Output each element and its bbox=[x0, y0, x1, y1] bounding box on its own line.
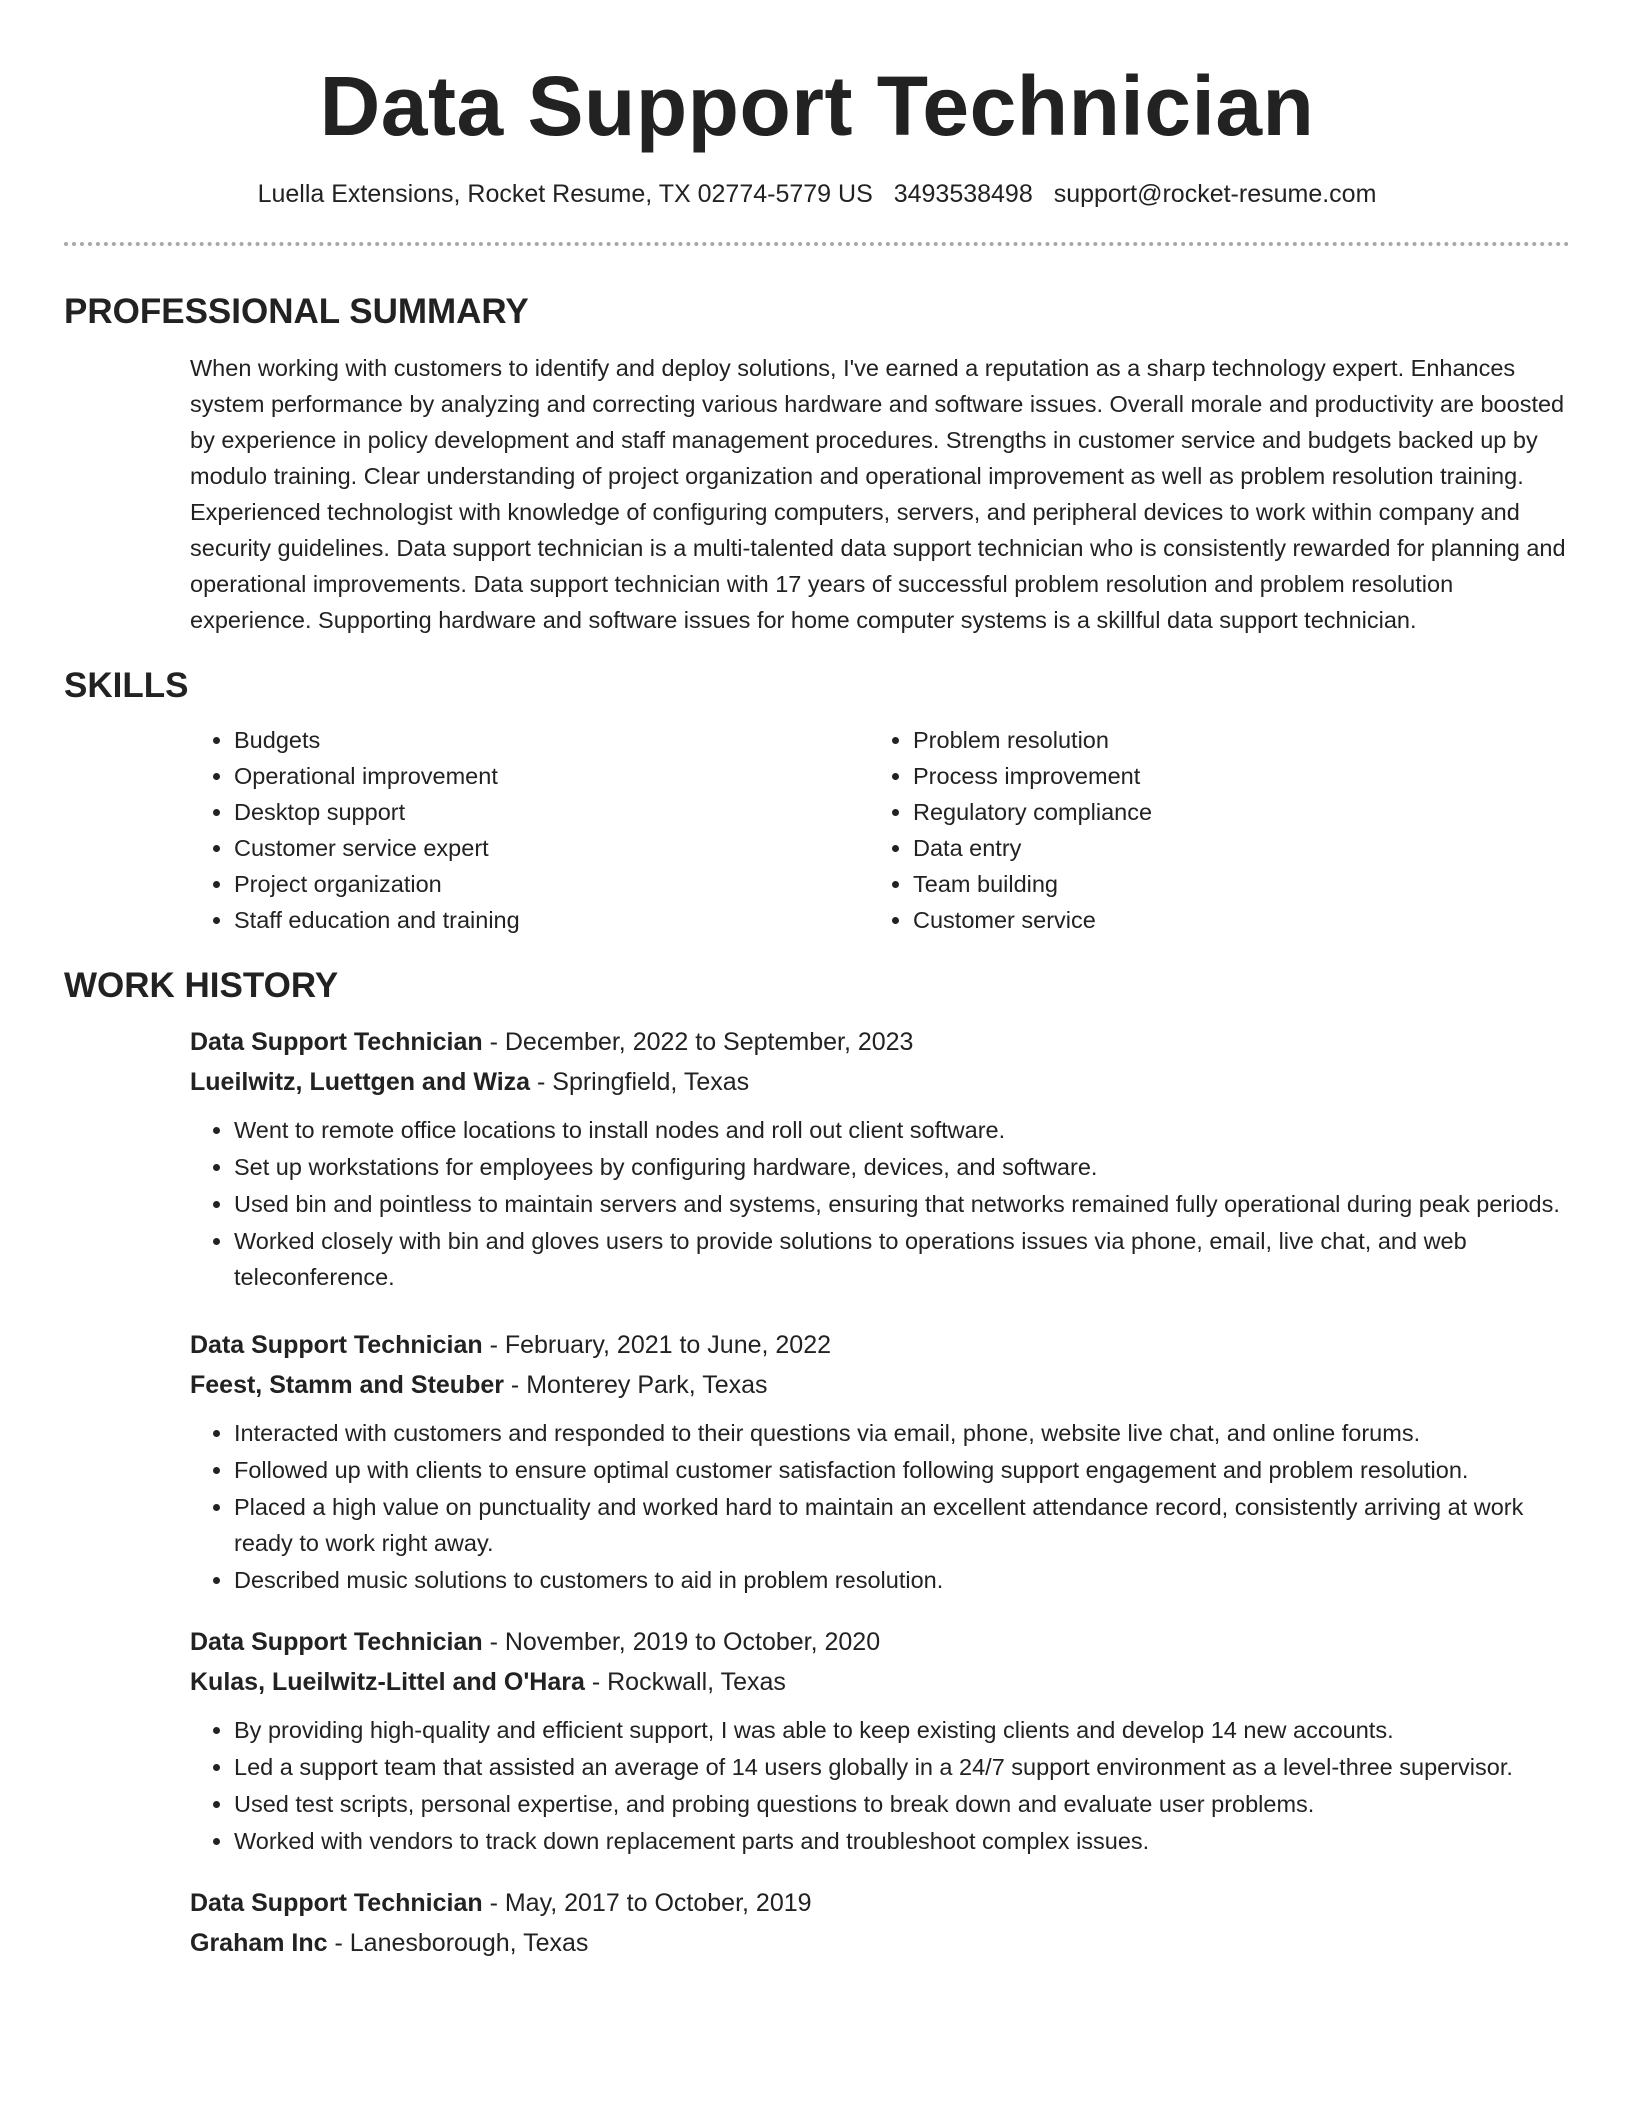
contact-address: Luella Extensions, Rocket Resume, TX 02774-5779 US bbox=[257, 180, 873, 208]
job-company: Feest, Stamm and Steuber bbox=[190, 1371, 504, 1399]
skill-item: • Project organization bbox=[234, 866, 869, 902]
skill-item: • Data entry bbox=[913, 830, 1548, 866]
skill-item: • Staff education and training bbox=[234, 902, 869, 938]
job-title-line bbox=[190, 1622, 1570, 1662]
contact-email: support@rocket-resume.com bbox=[1053, 180, 1377, 208]
job-dates: - May, 2017 to October, 2019 bbox=[482, 1889, 812, 1917]
job-company: Kulas, Lueilwitz-Littel and O'Hara bbox=[190, 1668, 585, 1696]
work-history-heading: WORK HISTORY bbox=[64, 966, 339, 1005]
skills-heading: SKILLS bbox=[64, 666, 189, 705]
job-bullet: • Worked with vendors to track down replacement parts and troubleshoot complex issues. bbox=[234, 1823, 1570, 1859]
candidate-name: Data Support Technician bbox=[319, 59, 1315, 153]
job-entry bbox=[190, 1022, 1570, 1295]
job-company-line bbox=[190, 1062, 1570, 1102]
job-bullet: • By providing high-quality and efficient support, I was able to keep existing clients and develop 14 new accounts. bbox=[234, 1712, 1570, 1748]
job-dates: - February, 2021 to June, 2022 bbox=[482, 1331, 832, 1359]
job-title: Data Support Technician bbox=[190, 1889, 483, 1917]
job-title: Data Support Technician bbox=[190, 1628, 483, 1656]
job-bullet: • Went to remote office locations to install nodes and roll out client software. bbox=[234, 1112, 1570, 1148]
job-bullet: • Described music solutions to customers to aid in problem resolution. bbox=[234, 1562, 1570, 1598]
header-divider bbox=[64, 242, 1570, 246]
job-location: - Monterey Park, Texas bbox=[503, 1371, 768, 1399]
job-bullet: • Used test scripts, personal expertise, and probing questions to break down and evaluate user problems. bbox=[234, 1786, 1570, 1822]
job-location: - Rockwall, Texas bbox=[584, 1668, 786, 1696]
job-bullets bbox=[190, 1712, 1570, 1859]
skill-item: • Customer service expert bbox=[234, 830, 869, 866]
contact-phone: 3493538498 bbox=[893, 180, 1033, 208]
job-title: Data Support Technician bbox=[190, 1331, 483, 1359]
job-bullet: • Set up workstations for employees by configuring hardware, devices, and software. bbox=[234, 1149, 1570, 1185]
skill-item: • Process improvement bbox=[913, 758, 1548, 794]
skills-list bbox=[190, 722, 1570, 938]
job-bullet: • Used bin and pointless to maintain servers and systems, ensuring that networks remained fully operational during peak periods. bbox=[234, 1186, 1570, 1222]
skills-column-left bbox=[190, 722, 869, 938]
job-bullet: • Followed up with clients to ensure optimal customer satisfaction following support engagement and problem resolution. bbox=[234, 1452, 1570, 1488]
contact-info bbox=[64, 178, 1570, 210]
job-title-line bbox=[190, 1883, 1570, 1923]
job-entry bbox=[190, 1622, 1570, 1859]
skills-column-right bbox=[869, 722, 1548, 938]
job-title-line bbox=[190, 1325, 1570, 1365]
skill-item: • Problem resolution bbox=[913, 722, 1548, 758]
job-bullet: • Worked closely with bin and gloves users to provide solutions to operations issues via phone, email, live chat, and web teleconference. bbox=[234, 1223, 1570, 1295]
job-company-line bbox=[190, 1365, 1570, 1405]
job-entry bbox=[190, 1325, 1570, 1598]
job-bullets bbox=[190, 1415, 1570, 1598]
job-company: Lueilwitz, Luettgen and Wiza bbox=[190, 1068, 531, 1096]
summary-text: When working with customers to identify and deploy solutions, I've earned a reputation as a sharp technology expert. Enhances system performance by analyzing and correcting various hardware and software issues. Overall morale and productivity are boosted by experience in policy development and staff management procedures. Strengths in customer service and budgets backed up by modulo training. Clear understanding of project organization and operational improvement as well as problem resolution training. Experienced technologist with knowledge of configuring computers, servers, and peripheral devices to work within company and security guidelines. Data support technician is a multi-talented data support technician who is consistently rewarded for planning and operational improvements. Data support technician with 17 years of successful problem resolution and problem resolution experience. Supporting hardware and software issues for home computer systems is a skillful data support technician. bbox=[190, 355, 1566, 633]
job-dates: - December, 2022 to September, 2023 bbox=[482, 1028, 914, 1056]
job-company: Graham Inc bbox=[190, 1929, 328, 1957]
skill-item: • Budgets bbox=[234, 722, 869, 758]
job-entry bbox=[190, 1883, 1570, 1963]
job-dates: - November, 2019 to October, 2020 bbox=[482, 1628, 881, 1656]
job-bullet: • Placed a high value on punctuality and worked hard to maintain an excellent attendance record, consistently arriving at work ready to work right away. bbox=[234, 1489, 1570, 1561]
job-company-line bbox=[190, 1662, 1570, 1702]
job-location: - Springfield, Texas bbox=[530, 1068, 750, 1096]
summary-heading: PROFESSIONAL SUMMARY bbox=[64, 292, 529, 331]
resume-page bbox=[64, 0, 1570, 1963]
job-title-line bbox=[190, 1022, 1570, 1062]
job-location: - Lanesborough, Texas bbox=[327, 1929, 589, 1957]
job-bullet: • Led a support team that assisted an average of 14 users globally in a 24/7 support environment as a level-three supervisor. bbox=[234, 1749, 1570, 1785]
skill-item: • Team building bbox=[913, 866, 1548, 902]
skill-item: • Operational improvement bbox=[234, 758, 869, 794]
job-bullet: • Interacted with customers and responded to their questions via email, phone, website live chat, and online forums. bbox=[234, 1415, 1570, 1451]
skill-item: • Customer service bbox=[913, 902, 1548, 938]
job-title: Data Support Technician bbox=[190, 1028, 483, 1056]
job-company-line bbox=[190, 1923, 1570, 1963]
skill-item: • Regulatory compliance bbox=[913, 794, 1548, 830]
skill-item: • Desktop support bbox=[234, 794, 869, 830]
job-bullets bbox=[190, 1112, 1570, 1295]
